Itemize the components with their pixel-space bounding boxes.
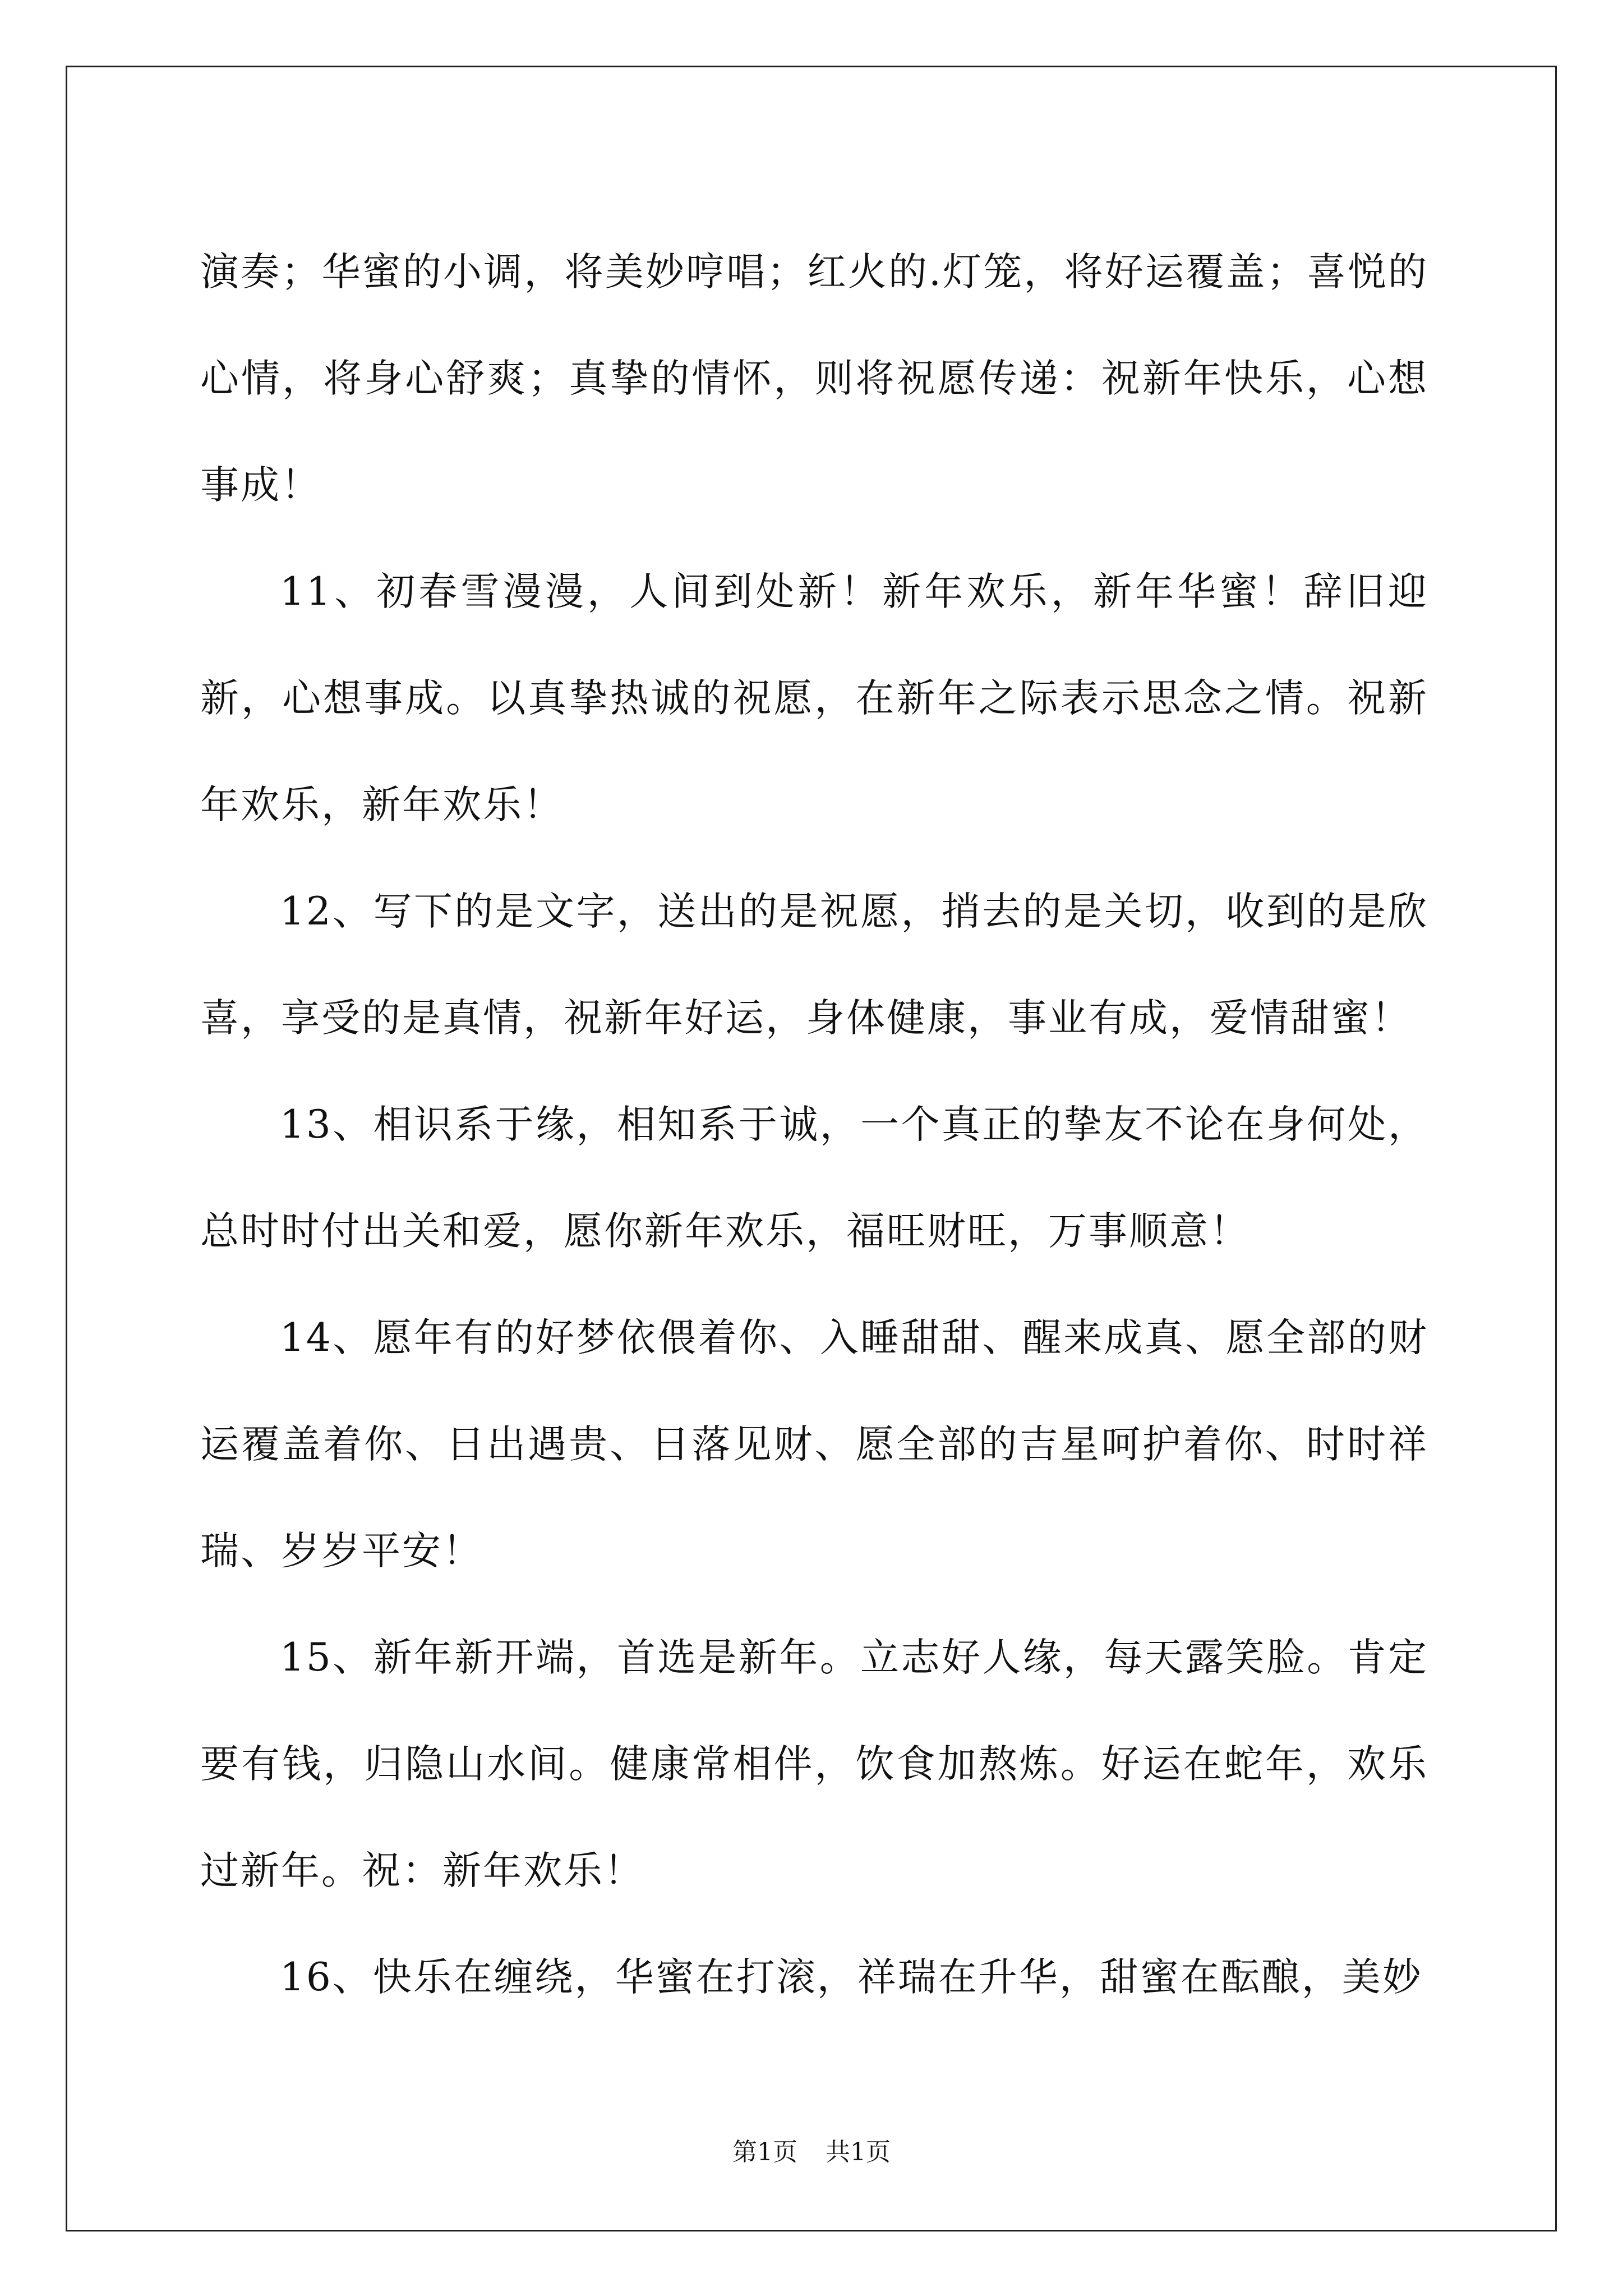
page-number: 第1页: [732, 2138, 797, 2166]
paragraph-15: 15、新年新开端，首选是新年。立志好人缘，每天露笑脸。肯定要有钱，归隐山水间。健康常相伴，饮食加熬炼。好运在蛇年，欢乐过新年。祝：新年欢乐！: [200, 1635, 1428, 1893]
page-total: 共1页: [826, 2138, 891, 2166]
paragraph-12: 12、写下的是文字，送出的是祝愿，捎去的是关切，收到的是欣喜，享受的是真情，祝新年好运，身体健康，事业有成，爱情甜蜜！: [200, 889, 1428, 1041]
paragraph-11: 11、初春雪漫漫，人间到处新！新年欢乐，新年华蜜！辞旧迎新，心想事成。以真挚热诚的祝愿，在新年之际表示思念之情。祝新年欢乐，新年欢乐！: [200, 569, 1428, 827]
paragraph-16: 16、快乐在缠绕，华蜜在打滚，祥瑞在升华，甜蜜在酝酿，美妙: [280, 1955, 1423, 2000]
paragraph-13: 13、相识系于缘，相知系于诚，一个真正的挚友不论在身何处，总时时付出关和爱，愿你新年欢乐，福旺财旺，万事顺意！: [200, 1102, 1428, 1254]
paragraph-continuation: 演奏；华蜜的小调，将美妙哼唱；红火的.灯笼，将好运覆盖；喜悦的心情，将身心舒爽；真挚的情怀，则将祝愿传递：祝新年快乐，心想事成！: [200, 250, 1428, 508]
document-body: [200, 219, 1428, 2031]
paragraph-14: 14、愿年有的好梦依偎着你、入睡甜甜、醒来成真、愿全部的财运覆盖着你、日出遇贵、日落见财、愿全部的吉星呵护着你、时时祥瑞、岁岁平安！: [200, 1315, 1428, 1573]
page-footer: [0, 2132, 1623, 2168]
